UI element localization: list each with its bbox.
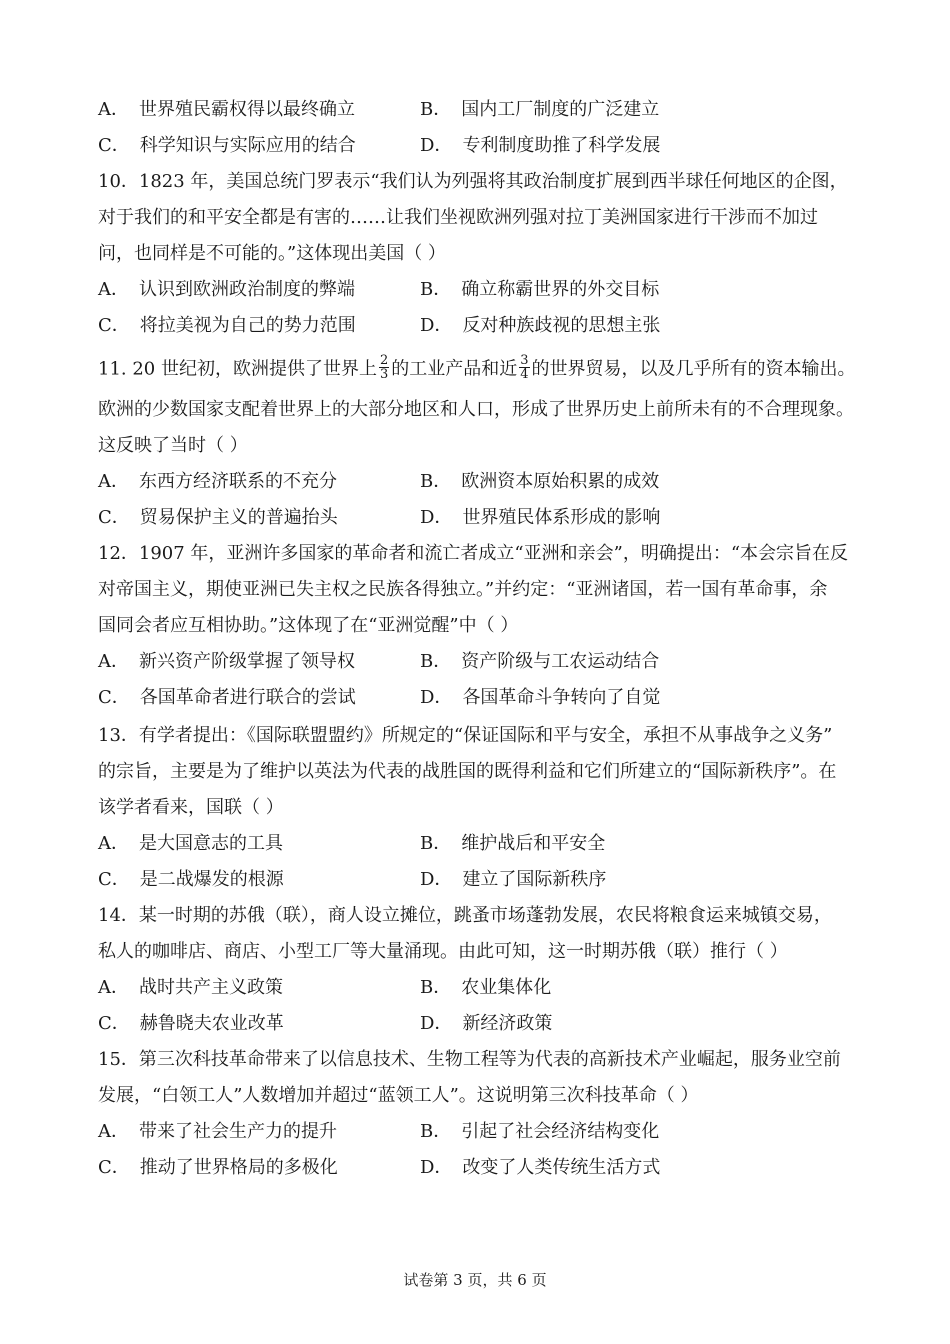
q14-stem-line-2: 私人的咖啡店、商店、小型工厂等大量涌现。由此可知，这一时期苏俄（联）推行（ ） xyxy=(98,941,788,962)
fraction-three-quarters xyxy=(519,354,529,381)
option-letter: A． xyxy=(98,279,129,300)
option-text: 战时共产主义政策 xyxy=(139,977,283,998)
option-letter: D． xyxy=(420,507,453,528)
option-letter: D． xyxy=(420,1013,453,1034)
option-letter: D． xyxy=(420,869,453,890)
option-text: 改变了人类传统生活方式 xyxy=(462,1157,661,1178)
option-text: 赫鲁晓夫农业改革 xyxy=(139,1013,284,1034)
option-letter: C． xyxy=(98,135,130,156)
q11-stem-line-2: 欧洲的少数国家支配着世界上的大部分地区和人口，形成了世界历史上前所未有的不合理现象。 xyxy=(98,399,854,420)
q10-stem-line-3: 问，也同样是不可能的。”这体现出美国（ ） xyxy=(98,243,446,264)
option-text: 东西方经济联系的不充分 xyxy=(139,471,337,492)
option-letter: A． xyxy=(98,977,129,998)
q14-option-a xyxy=(98,976,283,1000)
option-text: 资产阶级与工农运动结合 xyxy=(461,651,660,672)
option-text: 维护战后和平安全 xyxy=(461,833,606,854)
option-text: 贸易保护主义的普遍抬头 xyxy=(139,507,338,528)
option-letter: A． xyxy=(98,833,129,854)
page-footer: 试卷第 3 页，共 6 页 xyxy=(403,1271,547,1289)
q10-stem-line-2: 对于我们的和平安全都是有害的……让我们坐视欧洲列强对拉丁美洲国家进行干涉而不加过 xyxy=(98,207,818,228)
q14-option-b xyxy=(420,976,551,1000)
q12-option-d xyxy=(420,686,660,710)
fraction-two-thirds xyxy=(379,354,389,381)
q10-option-b xyxy=(420,278,659,302)
option-text: 农业集体化 xyxy=(461,977,552,998)
option-text: 欧洲资本原始积累的成效 xyxy=(461,471,660,492)
option-letter: B． xyxy=(420,977,452,998)
q13-option-d xyxy=(420,868,606,892)
option-letter: C． xyxy=(98,507,130,528)
option-letter: A． xyxy=(98,99,129,120)
q10-option-d xyxy=(420,314,660,338)
q13-option-a xyxy=(98,832,283,856)
option-text: 是大国意志的工具 xyxy=(139,833,283,854)
q14-stem-line-1: 14．某一时期的苏俄（联），商人设立摊位，跳蚤市场蓬勃发展，农民将粮食运来城镇交易， xyxy=(98,905,832,926)
option-letter: B． xyxy=(420,833,452,854)
fraction-denominator: 4 xyxy=(520,367,529,382)
q11-text-c: 的世界贸易，以及几乎所有的资本输出。 xyxy=(531,358,856,380)
option-text: 各国革命者进行联合的尝试 xyxy=(139,687,356,708)
q15-option-b xyxy=(420,1120,659,1144)
option-letter: B． xyxy=(420,99,452,120)
option-letter: A． xyxy=(98,471,129,492)
option-letter: A． xyxy=(98,651,129,672)
q10-option-a xyxy=(98,278,355,302)
option-letter: D． xyxy=(420,315,453,336)
option-letter: D． xyxy=(420,687,453,708)
option-text: 世界殖民霸权得以最终确立 xyxy=(139,99,355,120)
q14-option-c xyxy=(98,1012,284,1036)
q15-option-a xyxy=(98,1120,337,1144)
fraction-numerator: 3 xyxy=(520,353,529,368)
q12-option-a xyxy=(98,650,355,674)
option-letter: B． xyxy=(420,471,452,492)
q9-option-a xyxy=(98,98,355,122)
q11-stem-line-1 xyxy=(98,353,868,383)
option-text: 引起了社会经济结构变化 xyxy=(461,1121,660,1142)
option-text: 确立称霸世界的外交目标 xyxy=(461,279,660,300)
option-text: 各国革命斗争转向了自觉 xyxy=(462,687,661,708)
q13-stem-line-1: 13．有学者提出：《国际联盟盟约》所规定的“保证国际和平与安全，承担不从事战争之义务” xyxy=(98,725,833,746)
q12-stem-line-1: 12．1907 年，亚洲许多国家的革命者和流亡者成立“亚洲和亲会”，明确提出：“本会宗旨在反 xyxy=(98,543,849,564)
option-letter: B． xyxy=(420,279,452,300)
option-letter: C． xyxy=(98,1157,130,1178)
q11-stem-line-3: 这反映了当时（ ） xyxy=(98,435,248,456)
q11-option-c xyxy=(98,506,338,530)
q15-stem-line-2: 发展，“白领工人”人数增加并超过“蓝领工人”。这说明第三次科技革命（ ） xyxy=(98,1085,699,1106)
fraction-numerator: 2 xyxy=(379,353,389,368)
option-text: 新经济政策 xyxy=(462,1013,553,1034)
q11-option-b xyxy=(420,470,659,494)
option-letter: D． xyxy=(420,135,453,156)
q12-stem-line-2: 对帝国主义，期使亚洲已失主权之民族各得独立。”并约定：“亚洲诸国，若一国有革命事，余 xyxy=(98,579,828,600)
option-letter: B． xyxy=(420,651,452,672)
q11-option-a xyxy=(98,470,337,494)
q9-option-b xyxy=(420,98,659,122)
option-text: 国内工厂制度的广泛建立 xyxy=(461,99,660,120)
q15-option-c xyxy=(98,1156,338,1180)
q12-option-c xyxy=(98,686,356,710)
q10-stem-line-1: 10．1823 年，美国总统门罗表示“我们认为列强将其政治制度扩展到西半球任何地区的企图， xyxy=(98,171,848,192)
option-text: 推动了世界格局的多极化 xyxy=(139,1157,338,1178)
q10-option-c xyxy=(98,314,356,338)
option-text: 新兴资产阶级掌握了领导权 xyxy=(139,651,355,672)
q13-option-c xyxy=(98,868,284,892)
option-letter: B． xyxy=(420,1121,452,1142)
q15-stem-line-1: 15．第三次科技革命带来了以信息技术、生物工程等为代表的高新技术产业崛起，服务业空前 xyxy=(98,1049,841,1070)
option-text: 建立了国际新秩序 xyxy=(462,869,607,890)
option-text: 反对种族歧视的思想主张 xyxy=(462,315,661,336)
option-letter: D． xyxy=(420,1157,453,1178)
option-text: 专利制度助推了科学发展 xyxy=(462,135,661,156)
option-text: 世界殖民体系形成的影响 xyxy=(462,507,661,528)
fraction-denominator: 3 xyxy=(379,367,389,382)
q11-text-a: 11. 20 世纪初，欧洲提供了世界上 xyxy=(98,358,377,380)
option-letter: C． xyxy=(98,315,130,336)
q11-text-b: 的工业产品和近 xyxy=(391,358,518,380)
q12-option-b xyxy=(420,650,659,674)
q11-option-d xyxy=(420,506,660,530)
option-letter: A． xyxy=(98,1121,129,1142)
option-text: 科学知识与实际应用的结合 xyxy=(139,135,356,156)
q9-option-d xyxy=(420,134,660,158)
option-text: 是二战爆发的根源 xyxy=(139,869,284,890)
q15-option-d xyxy=(420,1156,660,1180)
q12-stem-line-3: 国同会者应互相协助。”这体现了在“亚洲觉醒”中（ ） xyxy=(98,615,519,636)
option-letter: C． xyxy=(98,687,130,708)
option-text: 带来了社会生产力的提升 xyxy=(139,1121,337,1142)
q14-option-d xyxy=(420,1012,552,1036)
option-text: 认识到欧洲政治制度的弊端 xyxy=(139,279,355,300)
q13-stem-line-2: 的宗旨，主要是为了维护以英法为代表的战胜国的既得利益和它们所建立的“国际新秩序”。在 xyxy=(98,761,837,782)
q9-option-c xyxy=(98,134,356,158)
option-text: 将拉美视为自己的势力范围 xyxy=(139,315,356,336)
option-letter: C． xyxy=(98,1013,130,1034)
q13-stem-line-3: 该学者看来，国联（ ） xyxy=(98,797,284,818)
option-letter: C． xyxy=(98,869,130,890)
q13-option-b xyxy=(420,832,605,856)
